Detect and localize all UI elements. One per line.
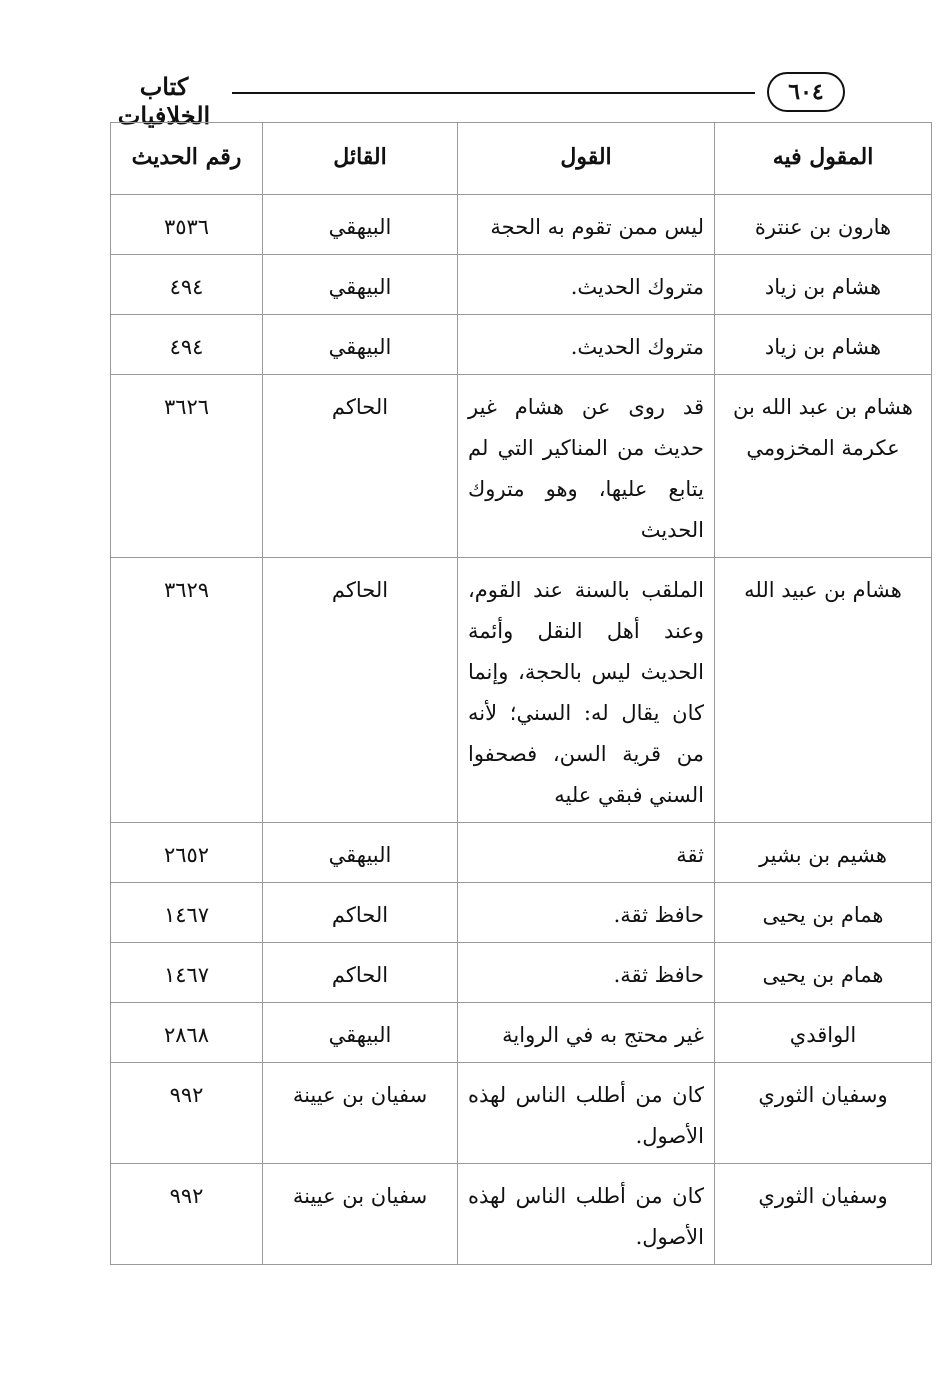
table-row [111, 883, 932, 943]
cell-number: ٣٦٢٩ [111, 558, 263, 823]
book-title: كتاب الخلافيات [117, 72, 211, 130]
cell-saying: متروك الحديث. [458, 255, 715, 315]
cell-subject: هشام بن عبد الله بن عكرمة المخزومي [715, 375, 932, 558]
table-row [111, 315, 932, 375]
page-number-badge [767, 72, 845, 112]
cell-speaker: البيهقي [263, 315, 458, 375]
cell-number: ٢٨٦٨ [111, 1003, 263, 1063]
cell-number: ١٤٦٧ [111, 943, 263, 1003]
table-row [111, 1003, 932, 1063]
cell-number: ٣٦٢٦ [111, 375, 263, 558]
cell-number: ٢٦٥٢ [111, 823, 263, 883]
cell-number: ٤٩٤ [111, 315, 263, 375]
cell-subject: همام بن يحيى [715, 943, 932, 1003]
table-row [111, 1063, 932, 1164]
cell-subject: الواقدي [715, 1003, 932, 1063]
cell-saying: حافظ ثقة. [458, 943, 715, 1003]
cell-saying: كان من أطلب الناس لهذه الأصول. [458, 1063, 715, 1164]
table-row [111, 375, 932, 558]
cell-saying: قد روى عن هشام غير حديث من المناكير التي لم يتابع عليها، وهو متروك الحديث [458, 375, 715, 558]
cell-subject: وسفيان الثوري [715, 1063, 932, 1164]
column-header-saying: القول [458, 123, 715, 195]
table-row [111, 195, 932, 255]
table-header-row [111, 123, 932, 195]
cell-subject: هشيم بن بشير [715, 823, 932, 883]
cell-speaker: الحاكم [263, 883, 458, 943]
table-row [111, 943, 932, 1003]
cell-speaker: البيهقي [263, 823, 458, 883]
cell-number: ١٤٦٧ [111, 883, 263, 943]
cell-subject: هارون بن عنترة [715, 195, 932, 255]
page-number: ٦٠٤ [788, 79, 824, 105]
table-row [111, 1164, 932, 1265]
cell-subject: هشام بن زياد [715, 255, 932, 315]
cell-subject: هشام بن زياد [715, 315, 932, 375]
cell-speaker: البيهقي [263, 1003, 458, 1063]
table-row [111, 823, 932, 883]
cell-speaker: الحاكم [263, 558, 458, 823]
cell-subject: هشام بن عبيد الله [715, 558, 932, 823]
header-rule [232, 92, 755, 94]
cell-speaker: الحاكم [263, 375, 458, 558]
page-header [100, 66, 845, 130]
cell-number: ٣٥٣٦ [111, 195, 263, 255]
column-header-number: رقم الحديث [111, 123, 263, 195]
cell-number: ٩٩٢ [111, 1063, 263, 1164]
cell-subject: همام بن يحيى [715, 883, 932, 943]
cell-saying: متروك الحديث. [458, 315, 715, 375]
cell-number: ٤٩٤ [111, 255, 263, 315]
column-header-speaker: القائل [263, 123, 458, 195]
cell-speaker: سفيان بن عيينة [263, 1063, 458, 1164]
cell-saying: كان من أطلب الناس لهذه الأصول. [458, 1164, 715, 1265]
cell-saying: غير محتج به في الرواية [458, 1003, 715, 1063]
cell-speaker: البيهقي [263, 195, 458, 255]
narrators-table [110, 122, 932, 1265]
cell-number: ٩٩٢ [111, 1164, 263, 1265]
cell-speaker: الحاكم [263, 943, 458, 1003]
cell-subject: وسفيان الثوري [715, 1164, 932, 1265]
cell-saying: ثقة [458, 823, 715, 883]
table-row [111, 558, 932, 823]
cell-saying: ليس ممن تقوم به الحجة [458, 195, 715, 255]
table-row [111, 255, 932, 315]
column-header-subject: المقول فيه [715, 123, 932, 195]
cell-speaker: سفيان بن عيينة [263, 1164, 458, 1265]
cell-saying: الملقب بالسنة عند القوم، وعند أهل النقل وأئمة الحديث ليس بالحجة، وإنما كان يقال له: السني؛ لأنه من قرية السن، فصحفوا السني فبقي عليه [458, 558, 715, 823]
cell-saying: حافظ ثقة. [458, 883, 715, 943]
cell-speaker: البيهقي [263, 255, 458, 315]
